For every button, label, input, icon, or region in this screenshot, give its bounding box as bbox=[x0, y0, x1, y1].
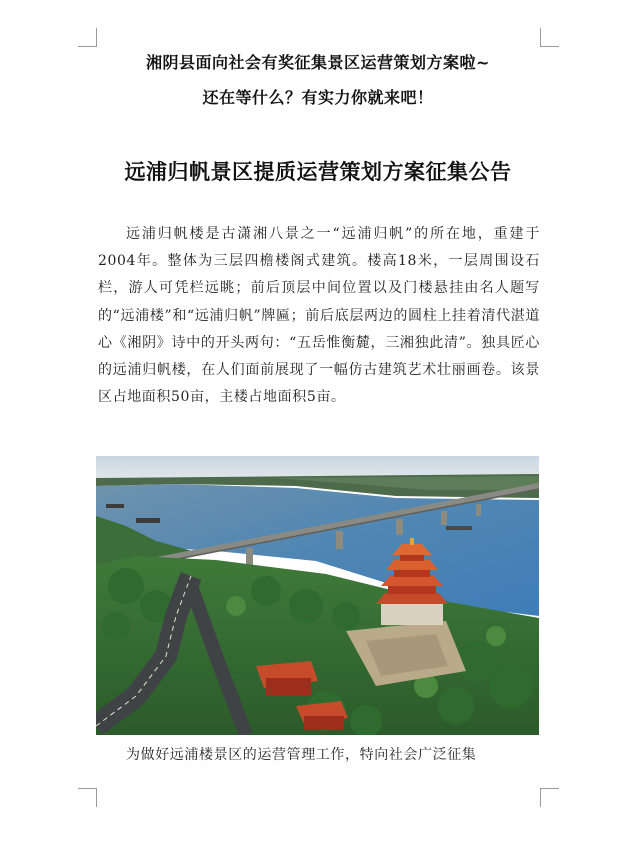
article-title: 远浦归帆景区提质运营策划方案征集公告 bbox=[124, 159, 512, 184]
page-corner-mark-bottom-right bbox=[540, 788, 559, 807]
article-paragraph-1: 远浦归帆楼是古潇湘八景之一“远浦归帆”的所在地，重建于2004年。整体为三层四檐楼阁式建筑。楼高18米，一层周围设石栏，游人可凭栏远眺；前后顶层中间位置以及门楼悬挂由名人题写的“远浦楼”和“远浦归帆”牌匾；前后底层两边的圆柱上挂着清代湛道心《湘阴》诗中的开头两句：“五岳惟衡麓，三湘独此清”。独具匠心的远浦归帆楼，在人们面前展现了一幅仿古建筑艺术壮丽画卷。该景区占地面积50亩，主楼占地面积5亩。 bbox=[98, 226, 540, 406]
page-corner-mark-top-left bbox=[78, 28, 97, 47]
article-paragraph-2: 为做好远浦楼景区的运营管理工作，特向社会广泛征集 bbox=[126, 747, 477, 763]
intro-line-1: 湘阴县面向社会有奖征集景区运营策划方案啦~ bbox=[146, 53, 490, 72]
page-corner-mark-top-right bbox=[540, 28, 559, 47]
scenic-area-photo-illustration bbox=[96, 456, 539, 735]
page-corner-mark-bottom-left bbox=[78, 788, 97, 807]
scenic-area-photo bbox=[96, 456, 539, 735]
intro-line-2: 还在等什么？有实力你就来吧！ bbox=[202, 88, 434, 107]
